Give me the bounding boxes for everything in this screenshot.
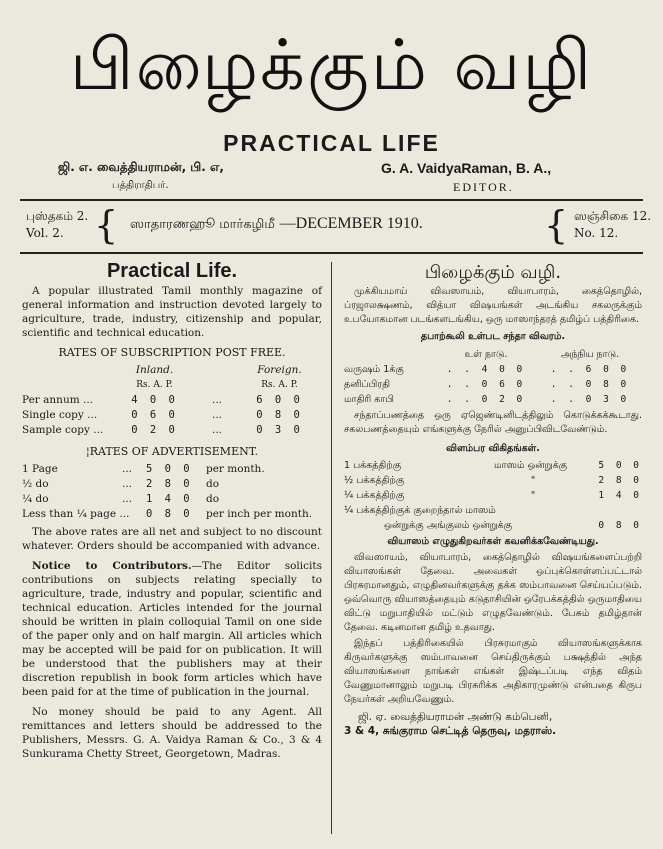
- masthead-title-tamil: பிழைக்கும் வழி: [69, 24, 594, 106]
- table-row: 1 பக்கத்திற்கு மாஸம் ஒன்றுக்கு 5 0 0: [344, 459, 642, 471]
- column-divider: [331, 262, 332, 834]
- subscription-table: [22, 362, 322, 437]
- english-intro: A popular illustrated Tamil monthly magazine of general information and instruction devoted largely to agriculture, trade, industry, citizenship and popular, scientific and technical education.: [22, 285, 322, 339]
- tamil-contributors-text: விவஸாயம், வியாபாரம், கைத்தொழில் விஷயங்களைப்பற்றி வியாஸங்கள் தேவை. அவைகள் ஒப்புக்கொள்ளப்பட்டால் பிரசுரமானதும், எழுதினவர்களுக்கு தக்க ஸம்பாவனை செய்யப்படும். ஒவ்வொரு வியாஸத்தையும் கடுதாசியின் ஒரேபக்கத்தில் ஒருமாதியை விட்டு மறுபாதியில் மட்டும் எழுதவேண்டும். பேசும் தமிழ்தான் தேவை. கடினமான தமிழ் உதவாது.: [344, 552, 642, 633]
- table-row: Per annum ... 4 0 0 ... 6 0 0: [22, 393, 303, 406]
- issue-date: [130, 214, 423, 233]
- masthead-title-english: PRACTICAL LIFE: [223, 130, 440, 156]
- tamil-foreign-header: அந்நிய நாடு.: [560, 348, 620, 360]
- number-tamil: ஸஞ்சிகை 12.: [574, 209, 652, 223]
- contributors-text: —The Editor solicits contributions on subjects relating specially to agriculture, trade, industry and popular, scientific and technical education. Articles intended for the journal should be written in plain colloquial Tamil on one side of the paper only and on half margin. All articles which may be accepted will be paid for on publication. It will be understood that the publishers may at their discretion republish in book form articles which have been paid for at the time of publication in the journal.: [22, 560, 322, 698]
- tamil-inland-header: உள் நாடு.: [464, 348, 508, 360]
- table-row: ½ do ... 2 8 0 do: [22, 477, 220, 490]
- table-row: Sample copy ... 0 2 0 ... 0 3 0: [22, 423, 303, 436]
- table-row: வருஷம் 1க்கு . . 4 0 0 . . 6 0 0: [344, 363, 630, 375]
- editor-name-tamil: ஜி. எ. வைத்தியராமன், பி. எ,: [58, 160, 224, 174]
- money-notice: No money should be paid to any Agent. All remittances and letters should be addressed to the Publishers, Messrs. G. A. Vaidya Raman & Co., 3 & 4 Sunkurama Chetty Street, Georgetown, Madras.: [22, 706, 322, 760]
- table-row: ¼ பக்கத்திற்கு " 1 4 0: [344, 489, 642, 501]
- tamil-address: 3 & 4, சுங்குராம செட்டித் தெருவு, மதராஸ்.: [344, 725, 557, 737]
- foreign-header: Foreign.: [257, 363, 302, 376]
- tamil-advertisement-heading: விளம்பர விகிதங்கள்.: [446, 443, 540, 454]
- table-row: ஒன்றுக்கு அங்குலம் ஒன்றுக்கு 0 8 0: [384, 519, 642, 531]
- tamil-advertisement-table: [344, 458, 642, 533]
- table-row: மாதிரி காபி . . 0 2 0 . . 0 3 0: [344, 393, 630, 405]
- editor-role-tamil: பத்திராதிபர்.: [112, 180, 169, 191]
- date-english: —DECEMBER 1910.: [279, 215, 423, 232]
- tamil-contributors-heading: வியாஸம் எழுதுகிறவர்கள் கவனிக்கவேண்டியது.: [387, 536, 599, 547]
- masthead-rule: [20, 199, 643, 201]
- subscription-heading: RATES OF SUBSCRIPTION POST FREE.: [58, 346, 286, 359]
- tamil-publisher: ஜி. ஏ. வைத்தியராமன் அண்டு கம்பெனி,: [358, 711, 553, 723]
- table-row: 1 Page ... 5 0 0 per month.: [22, 462, 265, 475]
- tamil-contributors-text-2: இந்தப் பத்திரிகையில் பிரசுரமாகும் வியாஸங்களுக்காக கிருவர்களுக்கு ஸம்பாவனை செய்திருக்கும் பக்ஷத்தில் அந்த வியாஸங்களை நாங்கள் எங்கள் இஷ்டப்படி எந்த விதம் வேணுமானாலும் மறுபடி பிரசுரிக்க அதிகாரமுண்டு என்பதை கிருப நேயர்கள் அறியவேணும்.: [344, 638, 642, 705]
- volume-block: [26, 208, 88, 242]
- advertisement-heading: ¦RATES OF ADVERTISEMENT.: [86, 445, 258, 458]
- editor-name-english: G. A. VaidyaRaman, B. A.,: [381, 160, 552, 176]
- tamil-subscription-table: [344, 347, 642, 407]
- tamil-intro: முக்கியமாய் விவஸாயம், வியாபாரம், கைத்தொழில், ப்ரஜாலக்ஷணம், வித்யா விஷயங்கள் அடங்கிய சகலருக்கும் உபயோகமான படங்களடங்கிய, ஒரு மாஸாந்தரத் தமிழ்ப் பத்திரிகை.: [344, 286, 642, 325]
- table-row: ½ பக்கத்திற்கு " 2 8 0: [344, 474, 642, 486]
- english-heading: Practical Life.: [106, 260, 238, 282]
- foreign-units: Rs. A. P.: [261, 379, 298, 390]
- date-tamil: ஸாதாரணஹூ மார்கழிமீ: [130, 217, 275, 232]
- number-english: No. 12.: [574, 226, 619, 240]
- issue-rule: [20, 252, 643, 254]
- left-brace: {: [94, 203, 119, 247]
- tamil-subscription-note: சந்தாப்பணத்தை ஒரு ஏஜெண்டினிடத்திலும் கொடுக்கக்கூடாது. சகலபணத்தையும் எங்களுக்கு நேரில் அனுப்பிவிடவேண்டும்.: [344, 410, 642, 435]
- advertisement-note: The above rates are all net and subject to no discount whatever. Orders should be accompanied with advance.: [22, 526, 322, 552]
- right-brace: {: [544, 203, 569, 247]
- contributors-label: Notice to Contributors.: [32, 560, 192, 572]
- table-row: தனிப்பிரதி . . 0 6 0 . . 0 8 0: [344, 378, 630, 390]
- volume-english: Vol. 2.: [26, 226, 64, 240]
- advertisement-table: [22, 461, 322, 521]
- inland-header: Inland.: [135, 363, 174, 376]
- inland-units: Rs. A. P.: [136, 379, 173, 390]
- table-row: ¼ பக்கத்திற்குக் குறைந்தால் மாஸம்: [344, 504, 496, 516]
- english-column: [22, 262, 322, 767]
- table-row: ¼ do ... 1 4 0 do: [22, 492, 220, 505]
- issue-number-block: [574, 208, 651, 242]
- editor-role-english: EDITOR.: [453, 180, 514, 194]
- table-row: Less than ¼ page ... 0 8 0 per inch per month.: [22, 507, 313, 520]
- volume-tamil: புஸ்தகம் 2.: [26, 209, 89, 223]
- tamil-subscription-heading: தபாற்கூலி உள்பட சந்தா விவரம்.: [420, 331, 566, 342]
- contributors-notice: [22, 559, 322, 699]
- table-row: Single copy ... 0 6 0 ... 0 8 0: [22, 408, 303, 421]
- tamil-heading: பிழைக்கும் வழி.: [424, 262, 562, 283]
- tamil-column: [344, 262, 642, 738]
